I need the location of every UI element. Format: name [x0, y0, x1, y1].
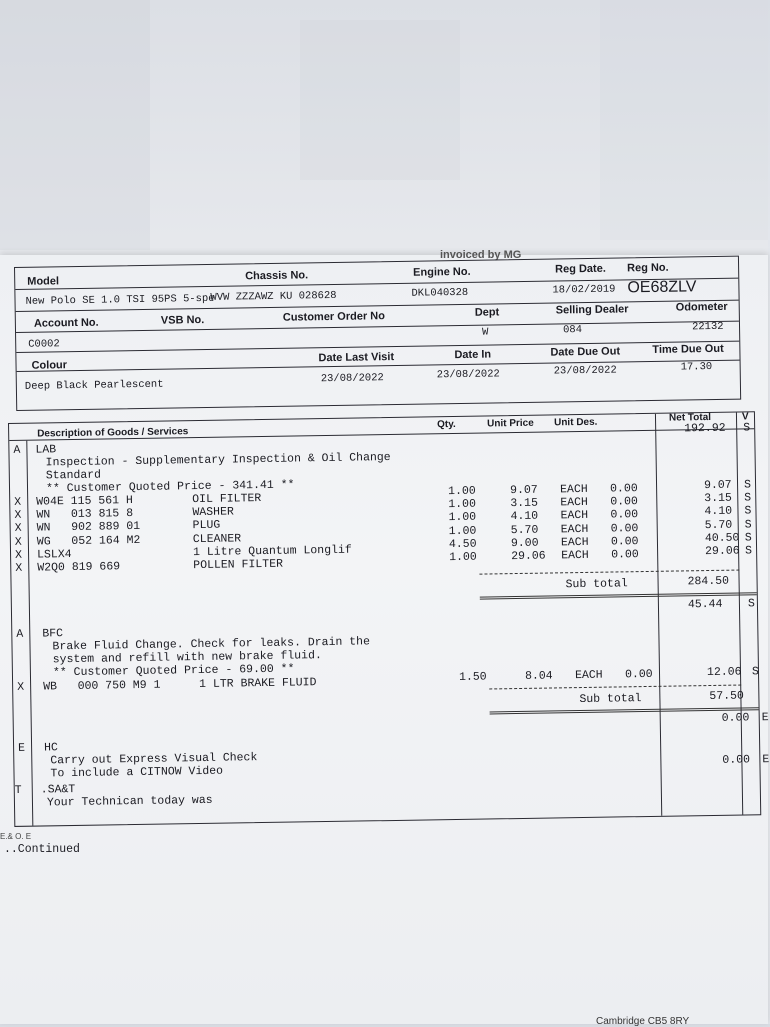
part-discount: 0.00 — [610, 482, 638, 496]
bfc-quote: ** Customer Quoted Price - 69.00 ** — [52, 662, 295, 680]
hc-v: E — [761, 711, 769, 725]
part-v: S — [743, 478, 752, 492]
chassis-value: WVW ZZZAWZ KU 028628 — [210, 289, 337, 304]
part-net: 4.10 — [704, 505, 733, 519]
part-v: S — [744, 504, 752, 518]
part-qty: 4.50 — [448, 537, 477, 551]
date-in-value: 23/08/2022 — [436, 368, 500, 382]
reg-no-value: OE68ZLV — [627, 278, 697, 297]
part-flag: X — [14, 548, 23, 562]
bfc-total: 45.44 — [687, 597, 723, 612]
eoe-note: E.& O. E — [0, 832, 32, 841]
selling-dealer-value: 084 — [562, 324, 583, 337]
hc-code: HC — [44, 741, 59, 755]
subtotal1-value: 284.50 — [687, 574, 730, 589]
account-value: C0002 — [28, 338, 60, 351]
part-discount: 0.00 — [610, 521, 639, 536]
part-unit: EACH — [560, 496, 589, 510]
part-discount: 0.00 — [610, 534, 639, 549]
part-number: W04E 115 561 H — [36, 494, 133, 509]
part-unit: EACH — [560, 482, 588, 497]
sat-code: .SA&T — [40, 782, 76, 797]
time-due-out-header: Time Due Out — [652, 342, 724, 356]
v-header: V — [741, 411, 749, 423]
date-last-visit-header: Date Last Visit — [318, 351, 395, 365]
customer-order-header: Customer Order No — [282, 310, 385, 324]
part-price: 9.00 — [510, 536, 539, 550]
sat-flag: T — [14, 783, 22, 797]
part-v: S — [744, 531, 752, 545]
part-price: 8.04 — [524, 669, 553, 683]
vehicle-info-box — [14, 256, 741, 411]
part-description: OIL FILTER — [192, 492, 262, 507]
lab-line2: Standard — [45, 468, 102, 483]
unit-des-header: Unit Des. — [553, 416, 598, 429]
part-number: WG 052 164 M2 — [36, 533, 141, 549]
part-v: S — [751, 665, 760, 679]
part-description: WASHER — [192, 505, 234, 520]
invoiced-stamp: invoiced by MG — [440, 249, 522, 261]
part-unit: EACH — [574, 668, 603, 683]
part-discount: 0.00 — [611, 548, 639, 562]
part-net: 5.70 — [704, 518, 733, 532]
part-number: WB 000 750 M9 1 — [43, 678, 161, 694]
bfc-code: BFC — [42, 627, 64, 641]
engine-value: DKL040328 — [411, 286, 469, 300]
part-qty: 1.00 — [448, 484, 476, 499]
part-price: 29.06 — [511, 549, 546, 564]
part-net: 40.50 — [704, 531, 740, 545]
model-value: New Polo SE 1.0 TSI 95PS 5-spe — [25, 292, 215, 308]
unit-price-header: Unit Price — [486, 417, 534, 430]
part-discount: 0.00 — [624, 667, 653, 682]
subtotal1-label: Sub total — [565, 577, 628, 592]
part-number: WN 013 815 8 — [36, 507, 134, 522]
qty-header: Qty. — [436, 418, 456, 431]
part-net: 29.06 — [705, 544, 740, 559]
date-due-out-value: 23/08/2022 — [553, 364, 617, 378]
chassis-header: Chassis No. — [245, 269, 309, 283]
time-due-out-value: 17.30 — [680, 361, 713, 374]
part-number: WN 902 889 01 — [36, 520, 141, 535]
hc-flag: E — [18, 741, 26, 755]
part-description: POLLEN FILTER — [193, 557, 284, 573]
part-number: LSLX4 — [36, 547, 72, 562]
background-paper — [0, 0, 768, 270]
engine-header: Engine No. — [413, 265, 471, 279]
part-flag: X — [14, 495, 22, 509]
part-flag: X — [17, 680, 25, 694]
items-table — [8, 411, 770, 827]
date-in-header: Date In — [454, 348, 492, 362]
lab-v: S — [743, 421, 751, 435]
part-price: 4.10 — [510, 510, 539, 524]
part-discount: 0.00 — [610, 495, 639, 509]
part-net: 9.07 — [703, 478, 732, 493]
part-flag: X — [14, 522, 22, 536]
odometer-value: 22132 — [691, 320, 724, 334]
reg-no-header: Reg No. — [627, 261, 669, 275]
part-number: W2Q0 819 669 — [37, 560, 121, 575]
part-unit: EACH — [561, 548, 589, 563]
selling-dealer-header: Selling Dealer — [555, 303, 629, 317]
bfc-line2: system and refill with new brake fluid. — [52, 649, 322, 667]
part-unit: EACH — [560, 509, 589, 523]
dept-header: Dept — [474, 306, 500, 319]
part-net: 12.06 — [706, 665, 742, 680]
part-description: 1 LTR BRAKE FLUID — [199, 676, 317, 692]
part-unit: EACH — [560, 535, 589, 550]
bfc-line1: Brake Fluid Change. Check for leaks. Drain the — [52, 635, 371, 654]
subtotal2-value: 57.50 — [709, 689, 744, 704]
part-price: 3.15 — [510, 496, 539, 511]
part-description: 1 Litre Quantum Longlif — [192, 543, 352, 559]
lab-line1: Inspection - Supplementary Inspection & Oil Change — [45, 450, 391, 470]
reg-date-value: 18/02/2019 — [552, 283, 616, 297]
address-fragment: Cambridge CB5 8RY — [596, 1016, 690, 1027]
part-price: 9.07 — [510, 483, 538, 498]
part-unit: EACH — [560, 522, 589, 536]
part-flag: X — [15, 561, 23, 575]
part-v: S — [744, 517, 752, 532]
lab-code: LAB — [35, 443, 57, 457]
sat-line1: Your Technican today was — [46, 793, 213, 810]
sat-v: E — [762, 753, 770, 767]
hc-line1: Carry out Express Visual Check — [50, 751, 258, 768]
bfc-flag: A — [16, 627, 24, 641]
net-total-header: Net Total — [668, 411, 712, 424]
colour-header: Colour — [31, 359, 68, 372]
invoice-sheet — [0, 249, 770, 1027]
part-v: S — [744, 544, 753, 558]
lab-quote: ** Customer Quoted Price - 341.41 ** — [45, 478, 295, 496]
part-qty: 1.00 — [448, 524, 477, 538]
description-header: Description of Goods / Services — [37, 426, 189, 440]
date-last-visit-value: 23/08/2022 — [320, 372, 384, 386]
part-qty: 1.00 — [448, 511, 477, 525]
part-flag: X — [14, 535, 22, 549]
hc-line2: To include a CITNOW Video — [50, 764, 224, 781]
part-v: S — [744, 491, 752, 505]
vsb-header: VSB No. — [160, 314, 205, 327]
part-qty: 1.50 — [458, 670, 487, 684]
model-header: Model — [27, 275, 60, 288]
part-qty: 1.00 — [449, 550, 477, 565]
lab-flag: A — [13, 443, 21, 457]
part-flag: X — [14, 508, 22, 523]
subtotal2-label: Sub total — [579, 692, 642, 707]
dept-value: W — [481, 326, 489, 339]
part-net: 3.15 — [704, 491, 732, 506]
part-price: 5.70 — [510, 523, 539, 537]
continued-note: ..Continued — [4, 843, 80, 856]
reg-date-header: Reg Date. — [555, 262, 606, 276]
colour-value: Deep Black Pearlescent — [24, 378, 164, 393]
odometer-header: Odometer — [675, 300, 728, 314]
part-description: CLEANER — [192, 531, 242, 546]
part-description: PLUG — [192, 519, 221, 533]
lab-total: 192.92 — [684, 421, 726, 436]
date-due-out-header: Date Due Out — [550, 345, 621, 359]
sat-total: 0.00 — [722, 753, 751, 767]
part-discount: 0.00 — [610, 508, 639, 522]
bfc-v: S — [747, 597, 755, 611]
part-qty: 1.00 — [448, 497, 477, 512]
account-header: Account No. — [33, 316, 99, 330]
hc-total: 0.00 — [721, 711, 750, 725]
